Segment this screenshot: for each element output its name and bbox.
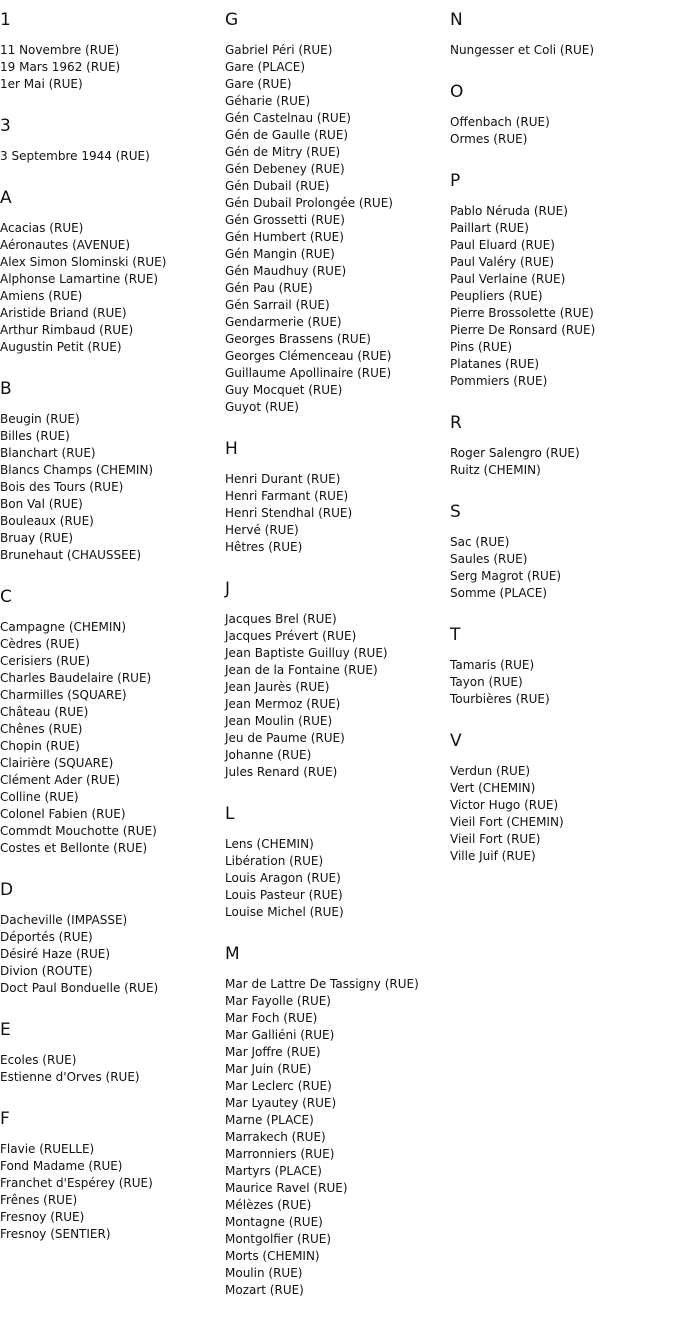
street-item: Paul Eluard (RUE) (450, 238, 555, 252)
street-item: Gare (RUE) (225, 77, 292, 91)
street-item: Paillart (RUE) (450, 221, 529, 235)
street-item: Gare (PLACE) (225, 60, 306, 74)
street-item: Marrakech (RUE) (225, 1130, 326, 1144)
street-item: Estienne d'Orves (RUE) (0, 1070, 140, 1084)
street-item: Château (RUE) (0, 705, 89, 719)
street-item: Bruay (RUE) (0, 531, 74, 545)
street-item: Pablo Néruda (RUE) (450, 204, 568, 218)
street-item: Johanne (RUE) (225, 748, 312, 762)
street-list (450, 42, 670, 59)
street-item: Franchet d'Espérey (RUE) (0, 1176, 153, 1190)
street-item: Mar Joffre (RUE) (225, 1045, 321, 1059)
street-item: Paul Valéry (RUE) (450, 255, 555, 269)
street-item: Mar Leclerc (RUE) (225, 1079, 332, 1093)
letter-heading: 1 (0, 10, 11, 30)
street-item: Fond Madame (RUE) (0, 1159, 123, 1173)
street-item: Paul Verlaine (RUE) (450, 272, 566, 286)
street-item: Ville Juif (RUE) (450, 849, 536, 863)
letter-heading: T (450, 625, 461, 645)
street-item: Mar Juin (RUE) (225, 1062, 312, 1076)
street-item: Maurice Ravel (RUE) (225, 1181, 348, 1195)
street-item: Blanchart (RUE) (0, 446, 96, 460)
street-item: Henri Farmant (RUE) (225, 489, 349, 503)
street-item: Cèdres (RUE) (0, 637, 80, 651)
street-item: Ormes (RUE) (450, 132, 528, 146)
street-item: Marne (PLACE) (225, 1113, 314, 1127)
street-item: Vert (CHEMIN) (450, 781, 536, 795)
street-list (450, 203, 670, 390)
street-item: Désiré Haze (RUE) (0, 947, 111, 961)
street-list (450, 763, 670, 865)
street-item: Gén Pau (RUE) (225, 281, 313, 295)
letter-group (225, 10, 445, 416)
street-item: Mar de Lattre De Tassigny (RUE) (225, 977, 419, 991)
street-item: Jacques Prévert (RUE) (225, 629, 357, 643)
street-item: Géharie (RUE) (225, 94, 311, 108)
street-item: Georges Brassens (RUE) (225, 332, 371, 346)
street-item: Jacques Brel (RUE) (225, 612, 337, 626)
street-item: Alex Simon Slominski (RUE) (0, 255, 167, 269)
street-item: Hêtres (RUE) (225, 540, 303, 554)
street-item: Charles Baudelaire (RUE) (0, 671, 152, 685)
street-list (450, 657, 670, 708)
street-list (450, 534, 670, 602)
letter-group (0, 10, 220, 93)
street-item: Tourbières (RUE) (450, 692, 550, 706)
street-item: Jean Mermoz (RUE) (225, 697, 341, 711)
street-item: Mar Lyautey (RUE) (225, 1096, 337, 1110)
street-item: Clément Ader (RUE) (0, 773, 121, 787)
street-item: 3 Septembre 1944 (RUE) (0, 149, 150, 163)
letter-heading: 3 (0, 116, 11, 136)
letter-group (225, 579, 445, 781)
street-item: Gén Castelnau (RUE) (225, 111, 351, 125)
street-item: Morts (CHEMIN) (225, 1249, 320, 1263)
street-item: Divion (ROUTE) (0, 964, 93, 978)
street-item: Blancs Champs (CHEMIN) (0, 463, 154, 477)
street-item: Mozart (RUE) (225, 1283, 304, 1297)
street-list (450, 445, 670, 479)
letter-group (0, 116, 220, 165)
street-item: Frênes (RUE) (0, 1193, 78, 1207)
street-item: Pins (RUE) (450, 340, 513, 354)
street-list (0, 619, 220, 857)
street-list (225, 471, 445, 556)
street-item: Gén Dubail (RUE) (225, 179, 330, 193)
street-item: Bois des Tours (RUE) (0, 480, 124, 494)
letter-heading: E (0, 1020, 11, 1040)
street-item: Augustin Petit (RUE) (0, 340, 122, 354)
street-item: Mar Foch (RUE) (225, 1011, 318, 1025)
street-item: Pierre Brossolette (RUE) (450, 306, 594, 320)
letter-heading: C (0, 587, 12, 607)
street-item: Bouleaux (RUE) (0, 514, 94, 528)
letter-heading: N (450, 10, 463, 30)
letter-group (0, 188, 220, 356)
letter-group (450, 82, 670, 148)
street-item: Jules Renard (RUE) (225, 765, 338, 779)
street-item: Martyrs (PLACE) (225, 1164, 322, 1178)
letter-heading: H (225, 439, 238, 459)
street-item: Vieil Fort (CHEMIN) (450, 815, 564, 829)
street-item: Amiens (RUE) (0, 289, 83, 303)
letter-group (450, 171, 670, 390)
street-item: Gabriel Péri (RUE) (225, 43, 333, 57)
street-item: Gén Dubail Prolongée (RUE) (225, 196, 393, 210)
street-item: Platanes (RUE) (450, 357, 540, 371)
letter-heading: V (450, 731, 462, 751)
street-item: Clairière (SQUARE) (0, 756, 114, 770)
letter-group (225, 944, 445, 1299)
street-index-column-1 (0, 10, 220, 1266)
letter-group (450, 625, 670, 708)
letter-heading: J (225, 579, 231, 599)
street-item: Somme (PLACE) (450, 586, 548, 600)
street-item: Commdt Mouchotte (RUE) (0, 824, 157, 838)
street-list (0, 42, 220, 93)
street-item: Gén Mangin (RUE) (225, 247, 335, 261)
street-item: Sac (RUE) (450, 535, 510, 549)
letter-group (0, 1020, 220, 1086)
street-item: Cerisiers (RUE) (0, 654, 91, 668)
street-item: Mar Fayolle (RUE) (225, 994, 331, 1008)
street-list (0, 912, 220, 997)
street-item: Brunehaut (CHAUSSEE) (0, 548, 141, 562)
street-item: Ruitz (CHEMIN) (450, 463, 541, 477)
street-item: Montgolfier (RUE) (225, 1232, 332, 1246)
street-item: Jean Moulin (RUE) (225, 714, 333, 728)
street-item: Henri Stendhal (RUE) (225, 506, 353, 520)
street-item: Fresnoy (RUE) (0, 1210, 85, 1224)
street-item: Vieil Fort (RUE) (450, 832, 541, 846)
street-item: Chopin (RUE) (0, 739, 80, 753)
street-item: Louis Aragon (RUE) (225, 871, 341, 885)
street-item: Flavie (RUELLE) (0, 1142, 95, 1156)
street-item: Guyot (RUE) (225, 400, 299, 414)
street-item: Gén Maudhuy (RUE) (225, 264, 347, 278)
street-item: Saules (RUE) (450, 552, 528, 566)
street-item: Aristide Briand (RUE) (0, 306, 127, 320)
street-item: Tayon (RUE) (450, 675, 523, 689)
street-list (225, 976, 445, 1299)
street-item: Ecoles (RUE) (0, 1053, 77, 1067)
street-item: Aéronautes (AVENUE) (0, 238, 131, 252)
street-item: Charmilles (SQUARE) (0, 688, 127, 702)
street-item: Lens (CHEMIN) (225, 837, 314, 851)
letter-heading: A (0, 188, 12, 208)
street-item: Roger Salengro (RUE) (450, 446, 580, 460)
street-item: Gendarmerie (RUE) (225, 315, 342, 329)
letter-group (0, 1109, 220, 1243)
street-item: Costes et Bellonte (RUE) (0, 841, 148, 855)
letter-heading: S (450, 502, 461, 522)
street-item: 11 Novembre (RUE) (0, 43, 120, 57)
street-item: Peupliers (RUE) (450, 289, 543, 303)
street-item: Tamaris (RUE) (450, 658, 535, 672)
street-item: Acacias (RUE) (0, 221, 84, 235)
street-item: Louise Michel (RUE) (225, 905, 344, 919)
letter-group (0, 587, 220, 857)
street-item: Victor Hugo (RUE) (450, 798, 559, 812)
letter-heading: G (225, 10, 239, 30)
street-item: Hervé (RUE) (225, 523, 299, 537)
street-item: Bon Val (RUE) (0, 497, 83, 511)
street-item: Arthur Rimbaud (RUE) (0, 323, 134, 337)
letter-heading: O (450, 82, 464, 102)
street-item: Beugin (RUE) (0, 412, 80, 426)
letter-heading: M (225, 944, 240, 964)
street-list (0, 411, 220, 564)
street-item: Mar Galliéni (RUE) (225, 1028, 335, 1042)
street-item: Gén Sarrail (RUE) (225, 298, 330, 312)
street-item: Guillaume Apollinaire (RUE) (225, 366, 392, 380)
street-item: Henri Durant (RUE) (225, 472, 341, 486)
letter-heading: F (0, 1109, 10, 1129)
street-item: Chênes (RUE) (0, 722, 83, 736)
street-item: Dacheville (IMPASSE) (0, 913, 128, 927)
letter-group (450, 731, 670, 865)
letter-group (450, 10, 670, 59)
street-item: Jeu de Paume (RUE) (225, 731, 345, 745)
street-item: Guy Mocquet (RUE) (225, 383, 343, 397)
letter-heading: B (0, 379, 12, 399)
letter-group (450, 502, 670, 602)
letter-group (0, 379, 220, 564)
letter-heading: R (450, 413, 462, 433)
street-item: Jean Jaurès (RUE) (225, 680, 330, 694)
street-item: Billes (RUE) (0, 429, 70, 443)
street-item: Georges Clémenceau (RUE) (225, 349, 392, 363)
letter-group (0, 880, 220, 997)
street-item: Libération (RUE) (225, 854, 324, 868)
street-list (0, 1141, 220, 1243)
letter-group (225, 804, 445, 921)
street-item: Serg Magrot (RUE) (450, 569, 562, 583)
street-item: Verdun (RUE) (450, 764, 531, 778)
street-item: 19 Mars 1962 (RUE) (0, 60, 121, 74)
street-item: Campagne (CHEMIN) (0, 620, 127, 634)
street-list (225, 42, 445, 416)
letter-heading: P (450, 171, 461, 191)
letter-heading: D (0, 880, 14, 900)
street-index-column-2 (225, 10, 445, 1322)
letter-group (450, 413, 670, 479)
street-item: Doct Paul Bonduelle (RUE) (0, 981, 159, 995)
street-item: Gén Debeney (RUE) (225, 162, 345, 176)
street-list (0, 148, 220, 165)
street-item: Colonel Fabien (RUE) (0, 807, 126, 821)
street-list (0, 220, 220, 356)
street-item: 1er Mai (RUE) (0, 77, 83, 91)
street-item: Pierre De Ronsard (RUE) (450, 323, 596, 337)
street-item: Moulin (RUE) (225, 1266, 303, 1280)
letter-group (225, 439, 445, 556)
street-item: Louis Pasteur (RUE) (225, 888, 343, 902)
street-list (450, 114, 670, 148)
street-item: Montagne (RUE) (225, 1215, 323, 1229)
street-item: Pommiers (RUE) (450, 374, 548, 388)
street-item: Colline (RUE) (0, 790, 79, 804)
street-list (225, 611, 445, 781)
street-item: Jean Baptiste Guilluy (RUE) (225, 646, 388, 660)
street-list (0, 1052, 220, 1086)
street-item: Gén Humbert (RUE) (225, 230, 344, 244)
street-item: Gén Grossetti (RUE) (225, 213, 345, 227)
street-item: Fresnoy (SENTIER) (0, 1227, 111, 1241)
street-list (225, 836, 445, 921)
letter-heading: L (225, 804, 235, 824)
street-item: Offenbach (RUE) (450, 115, 550, 129)
street-item: Alphonse Lamartine (RUE) (0, 272, 159, 286)
street-item: Gén de Gaulle (RUE) (225, 128, 349, 142)
street-item: Jean de la Fontaine (RUE) (225, 663, 378, 677)
street-index-column-3 (450, 10, 670, 888)
street-item: Marronniers (RUE) (225, 1147, 335, 1161)
street-item: Mélèzes (RUE) (225, 1198, 312, 1212)
street-item: Gén de Mitry (RUE) (225, 145, 341, 159)
street-item: Nungesser et Coli (RUE) (450, 43, 594, 57)
street-item: Déportés (RUE) (0, 930, 93, 944)
